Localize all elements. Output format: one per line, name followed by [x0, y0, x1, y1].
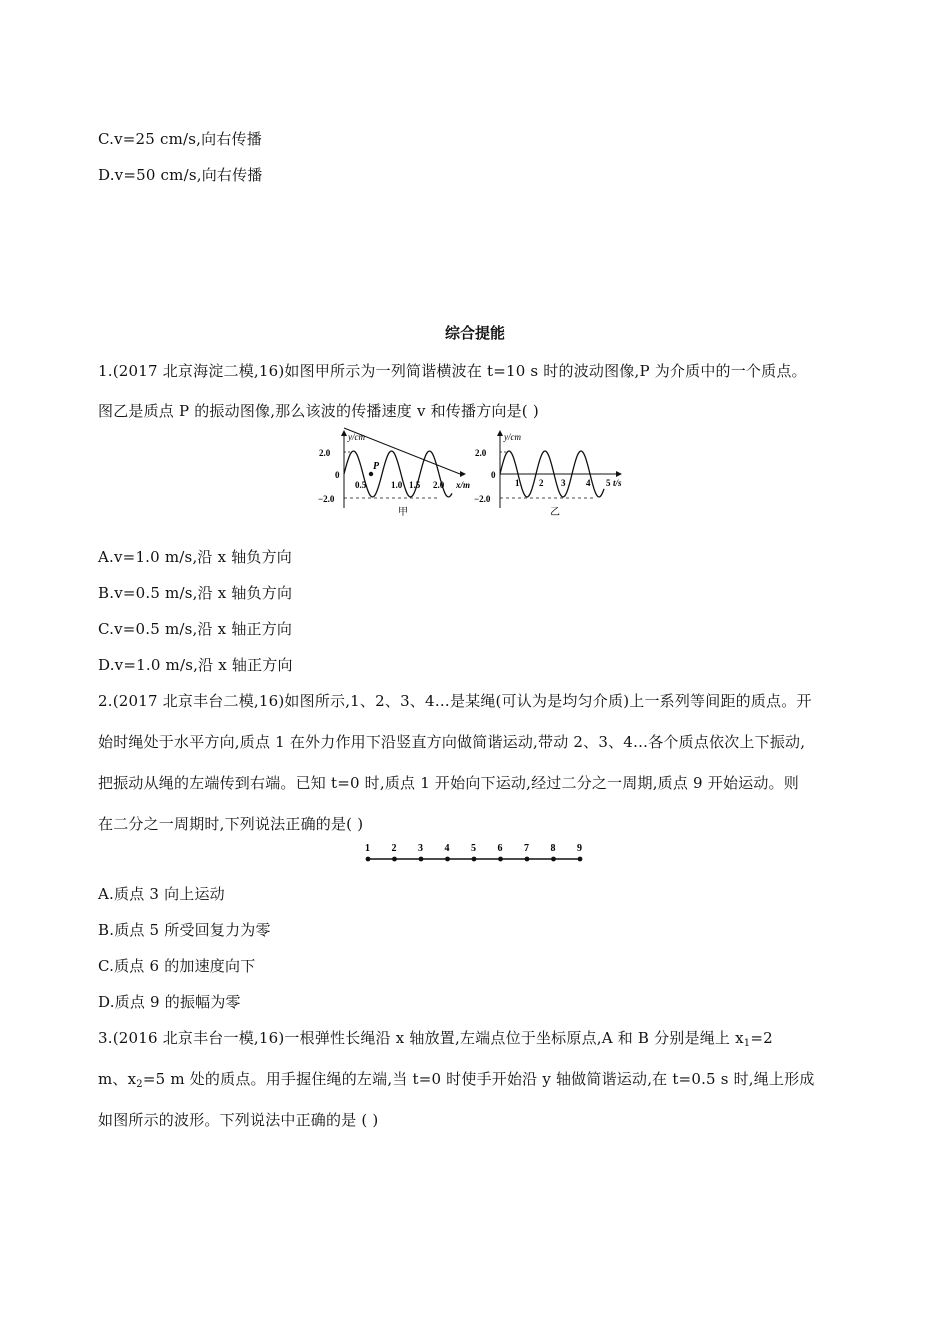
t-tick-1: 1 [515, 478, 520, 488]
rope-point-label-8: 8 [550, 843, 556, 854]
q2-stem-line1: 2.(2017 北京丰台二模,16)如图所示,1、2、3、4…是某绳(可认为是均匀介质)上一系列等间距的质点。开 [98, 692, 812, 710]
wave-curve [344, 451, 452, 497]
q2-rope-figure [356, 840, 592, 866]
q2-stem-line3: 把振动从绳的左端传到右端。已知 t=0 时,质点 1 开始向下运动,经过二分之一周期,质点 9 开始运动。则 [98, 774, 799, 792]
t-tick-5: 5 [606, 478, 611, 488]
q1-option-b: B.v=0.5 m/s,沿 x 轴负方向 [98, 584, 293, 602]
rope-point-label-6: 6 [497, 843, 503, 854]
x-tick-2.0: 2.0 [433, 480, 445, 490]
y-tick-neg: −2.0 [318, 494, 335, 504]
x-tick-1.5: 1.5 [409, 480, 421, 490]
x-tick-1.0: 1.0 [391, 480, 403, 490]
rope-point-label-5: 5 [471, 843, 476, 854]
rope-point-1 [366, 857, 371, 862]
rope-point-label-9: 9 [577, 843, 582, 854]
rope-point-label-2: 2 [391, 843, 397, 854]
y-tick-zero: 0 [335, 470, 340, 480]
t-axis-arrow [616, 471, 622, 477]
q1-figure-vibration [474, 428, 630, 520]
q3-stem-line2: m、$x_2=5$ m 处的质点。用手握住绳的左端,当 t=0 时使手开始沿 y 轴做简谐运动,在 t=0.5 s 时,绳上形成 [98, 1070, 815, 1090]
q1-stem-line2: 图乙是质点 P 的振动图像,那么该波的传播速度 v 和传播方向是( ) [98, 402, 539, 420]
q2-option-d: D.质点 9 的振幅为零 [98, 993, 241, 1011]
rope-point-5 [472, 857, 477, 862]
figure-caption: 乙 [550, 507, 560, 518]
t-tick-2: 2 [539, 478, 544, 488]
rope-point-label-1: 1 [365, 843, 370, 854]
y-axis-label: y/cm [348, 432, 365, 442]
y-tick-neg: −2.0 [474, 494, 491, 504]
y-tick-zero: 0 [491, 470, 496, 480]
q2-option-c: C.质点 6 的加速度向下 [98, 957, 256, 975]
point-p [369, 472, 373, 476]
rope-point-label-7: 7 [524, 843, 529, 854]
option-c: C.v=25 cm/s,向右传播 [98, 130, 262, 148]
rope-point-9 [578, 857, 583, 862]
q3-stem-line1: 3.(2016 北京丰台一模,16)一根弹性长绳沿 x 轴放置,左端点位于坐标原点,A 和 B 分别是绳上 $x_1=2$ [98, 1029, 773, 1049]
q1-stem-line1: 1.(2017 北京海淀二模,16)如图甲所示为一列简谐横波在 t=10 s 时的波动图像,P 为介质中的一个质点。 [98, 362, 807, 380]
rope-point-label-3: 3 [418, 843, 423, 854]
q2-stem-line4: 在二分之一周期时,下列说法正确的是( ) [98, 815, 364, 833]
rope-point-3 [419, 857, 424, 862]
q1-figure-wave [318, 428, 471, 520]
x-axis-arrow [460, 471, 466, 477]
x-tick-0.5: 0.5 [355, 480, 367, 490]
q1-option-d: D.v=1.0 m/s,沿 x 轴正方向 [98, 656, 293, 674]
y-tick-pos: 2.0 [319, 448, 331, 458]
rope-point-7 [525, 857, 530, 862]
option-d: D.v=50 cm/s,向右传播 [98, 166, 263, 184]
q2-stem-line2: 始时绳处于水平方向,质点 1 在外力作用下沿竖直方向做简谐运动,带动 2、3、4…各个质点依次上下振动, [98, 733, 806, 751]
q1-option-c: C.v=0.5 m/s,沿 x 轴正方向 [98, 620, 293, 638]
q2-option-a: A.质点 3 向上运动 [98, 885, 225, 903]
y-tick-pos: 2.0 [475, 448, 487, 458]
y-axis-arrow [497, 430, 503, 436]
rope-point-2 [392, 857, 397, 862]
q3-stem-line3: 如图所示的波形。下列说法中正确的是 ( ) [98, 1111, 379, 1129]
point-p-label: P [373, 461, 380, 472]
rope-point-6 [498, 857, 503, 862]
figure-caption: 甲 [398, 507, 408, 518]
t-axis-label: t/s [613, 478, 622, 488]
y-axis-arrow [341, 430, 347, 436]
t-tick-3: 3 [561, 478, 566, 488]
rope-point-4 [445, 857, 450, 862]
q2-option-b: B.质点 5 所受回复力为零 [98, 921, 271, 939]
x-axis-label: x/m [456, 480, 471, 490]
y-axis-label: y/cm [504, 432, 521, 442]
q1-option-a: A.v=1.0 m/s,沿 x 轴负方向 [98, 548, 293, 566]
rope-point-8 [551, 857, 556, 862]
rope-point-label-4: 4 [444, 843, 450, 854]
t-tick-4: 4 [586, 478, 591, 488]
section-title: 综合提能 [444, 324, 505, 342]
